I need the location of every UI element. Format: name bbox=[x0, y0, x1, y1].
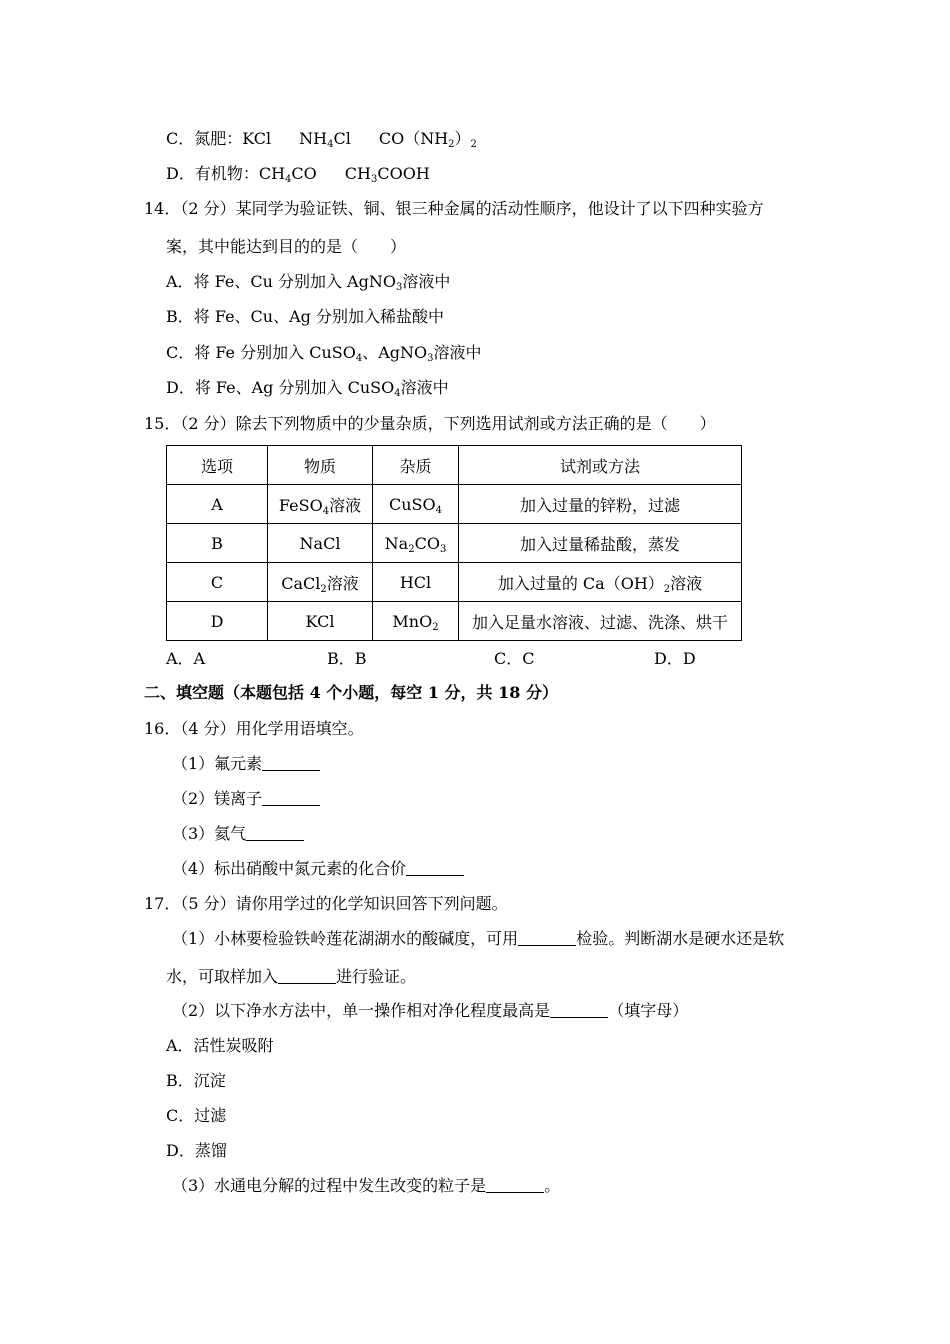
cell-impurity: HCl bbox=[373, 563, 459, 602]
q16-item: （2）镁离子 bbox=[172, 788, 320, 810]
cell-method: 加入过量的 $Ca(OH)_2$溶液 bbox=[459, 563, 742, 602]
answer-blank[interactable] bbox=[278, 967, 336, 984]
cell-option: C bbox=[167, 563, 268, 602]
cell-method: 加入过量的锌粉，过滤 bbox=[459, 485, 742, 524]
answer-blank[interactable] bbox=[550, 1001, 608, 1018]
table-header-row bbox=[167, 446, 742, 485]
q14-stem-line1: 14．（2 分）某同学为验证铁、铜、银三种金属的活动性顺序，他设计了以下四种实验方 bbox=[144, 199, 764, 218]
q15-answer-c: C．C bbox=[494, 649, 535, 668]
cell-option: D bbox=[167, 602, 268, 641]
q17-stem: 17．（5 分）请你用学过的化学知识回答下列问题。 bbox=[144, 894, 508, 913]
q14-option-a: A．将 Fe、Cu 分别加入 AgNO$_3$溶液中 bbox=[166, 272, 451, 293]
q16-stem: 16．（4 分）用化学用语填空。 bbox=[144, 719, 364, 738]
cell-substance: NaCl bbox=[268, 524, 373, 563]
q14-stem-line2: 案，其中能达到目的的是（ ） bbox=[166, 237, 407, 256]
header-method: 试剂或方法 bbox=[459, 446, 742, 485]
cell-substance: FeSO$_4$溶液 bbox=[268, 485, 373, 524]
q13-option-d: D．有机物：$CH_4CO$ $CH_3COOH$ bbox=[166, 164, 430, 185]
q17-part1-line1: （1）小林要检验铁岭莲花湖湖水的酸碱度，可用 检验。判断湖水是硬水还是软 bbox=[172, 929, 785, 948]
cell-option: B bbox=[167, 524, 268, 563]
q16-item: （1）氟元素 bbox=[172, 753, 320, 775]
cell-impurity: $Na_2CO_3$ bbox=[373, 524, 459, 563]
section-heading: 二、填空题（本题包括 4 个小题，每空 1 分，共 18 分） bbox=[144, 683, 558, 702]
cell-impurity: CuSO$_4$ bbox=[373, 485, 459, 524]
q17-option-a: A．活性炭吸附 bbox=[166, 1036, 274, 1055]
cell-method: 加入足量水溶液、过滤、洗涤、烘干 bbox=[459, 602, 742, 641]
q15-answer-a: A．A bbox=[166, 649, 206, 668]
q17-option-b: B．沉淀 bbox=[166, 1071, 226, 1090]
answer-blank[interactable] bbox=[486, 1176, 544, 1193]
table-row bbox=[167, 485, 742, 524]
q15-answer-d: D．D bbox=[654, 649, 696, 668]
header-substance: 物质 bbox=[268, 446, 373, 485]
q17-option-c: C．过滤 bbox=[166, 1106, 227, 1125]
answer-blank[interactable] bbox=[262, 754, 320, 771]
q14-option-d: D．将 Fe、Ag 分别加入 CuSO$_4$溶液中 bbox=[166, 378, 449, 399]
cell-substance: KCl bbox=[268, 602, 373, 641]
q17-part1-line2: 水，可取样加入 进行验证。 bbox=[166, 967, 417, 986]
table-row bbox=[167, 563, 742, 602]
header-impurity: 杂质 bbox=[373, 446, 459, 485]
q16-item: （4）标出硝酸中氮元素的化合价 bbox=[172, 858, 464, 880]
q15-stem: 15．（2 分）除去下列物质中的少量杂质，下列选用试剂或方法正确的是（ ） bbox=[144, 414, 716, 433]
answer-blank[interactable] bbox=[246, 824, 304, 841]
cell-impurity: MnO$_2$ bbox=[373, 602, 459, 641]
cell-method: 加入过量稀盐酸，蒸发 bbox=[459, 524, 742, 563]
answer-blank[interactable] bbox=[262, 789, 320, 806]
q17-part2: （2）以下净水方法中，单一操作相对净化程度最高是 （填字母） bbox=[172, 1001, 689, 1020]
q17-part3: （3）水通电分解的过程中发生改变的粒子是 。 bbox=[172, 1176, 561, 1195]
q14-option-c: C．将 Fe 分别加入 CuSO$_4$、AgNO$_3$溶液中 bbox=[166, 343, 482, 364]
header-option: 选项 bbox=[167, 446, 268, 485]
cell-option: A bbox=[167, 485, 268, 524]
answer-blank[interactable] bbox=[518, 929, 576, 946]
q14-option-b: B．将 Fe、Cu、Ag 分别加入稀盐酸中 bbox=[166, 307, 444, 326]
q15-table bbox=[166, 445, 742, 641]
table-row bbox=[167, 524, 742, 563]
cell-substance: CaCl$_2$溶液 bbox=[268, 563, 373, 602]
table-row bbox=[167, 602, 742, 641]
answer-blank[interactable] bbox=[406, 859, 464, 876]
q15-answer-b: B．B bbox=[327, 649, 367, 668]
q13-option-c: C．氮肥：KCl $NH_4Cl$ $CO(NH_2)_2$ bbox=[166, 129, 477, 150]
q16-item: （3）氦气 bbox=[172, 823, 304, 845]
q17-option-d: D．蒸馏 bbox=[166, 1141, 227, 1160]
